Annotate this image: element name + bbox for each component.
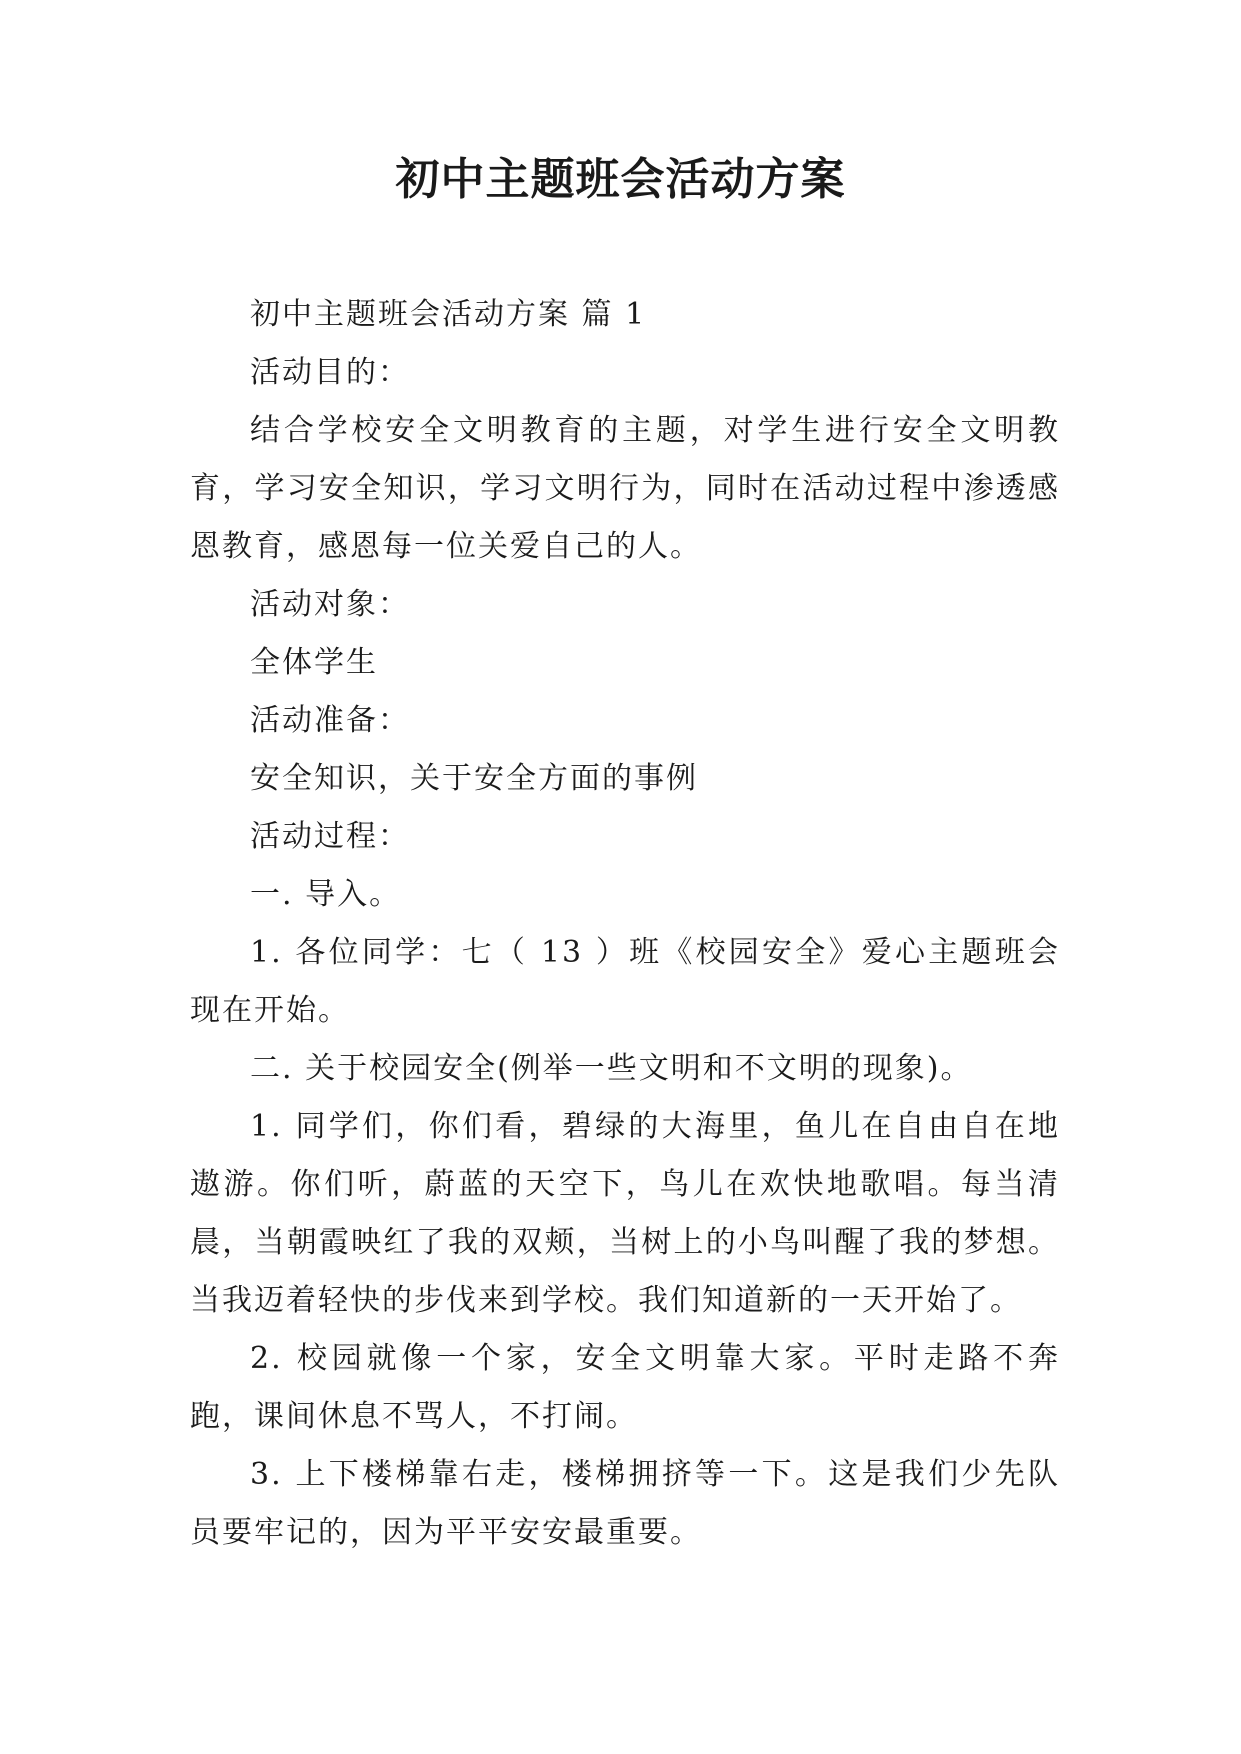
paragraph-section-heading: 初中主题班会活动方案 篇 1 (250, 297, 647, 332)
document-body (190, 286, 1060, 1562)
paragraph-preparation-label: 活动准备： (250, 703, 410, 738)
paragraph-item: 2. 校园就像一个家，安全文明靠大家。平时走路不奔跑，课间休息不骂人，不打闹。 (190, 1341, 1060, 1434)
paragraph-step-intro: 一. 导入。 (250, 877, 402, 912)
paragraph-process-label: 活动过程： (250, 819, 410, 854)
paragraph-audience-label: 活动对象： (250, 587, 410, 622)
paragraph-step-safety: 二. 关于校园安全(例举一些文明和不文明的现象)。 (250, 1051, 973, 1086)
document-title: 初中主题班会活动方案 (395, 154, 846, 205)
paragraph-item: 1. 各位同学：七（ 13 ）班《校园安全》爱心主题班会现在开始。 (190, 935, 1060, 1028)
paragraph-purpose-text: 结合学校安全文明教育的主题，对学生进行安全文明教育，学习安全知识，学习文明行为，同时在活动过程中渗透感恩教育，感恩每一位关爱自己的人。 (190, 413, 1060, 564)
paragraph-purpose-label: 活动目的： (250, 355, 410, 390)
paragraph-item: 1. 同学们，你们看，碧绿的大海里，鱼儿在自由自在地遨游。你们听，蔚蓝的天空下，鸟儿在欢快地歌唱。每当清晨，当朝霞映红了我的双颊，当树上的小鸟叫醒了我的梦想。当我迈着轻快的步伐来到学校。我们知道新的一天开始了。 (190, 1109, 1060, 1318)
paragraph-preparation-text: 安全知识，关于安全方面的事例 (250, 761, 698, 796)
paragraph-item: 3. 上下楼梯靠右走，楼梯拥挤等一下。这是我们少先队员要牢记的，因为平平安安最重要。 (190, 1457, 1060, 1550)
paragraph-audience-text: 全体学生 (250, 645, 378, 680)
